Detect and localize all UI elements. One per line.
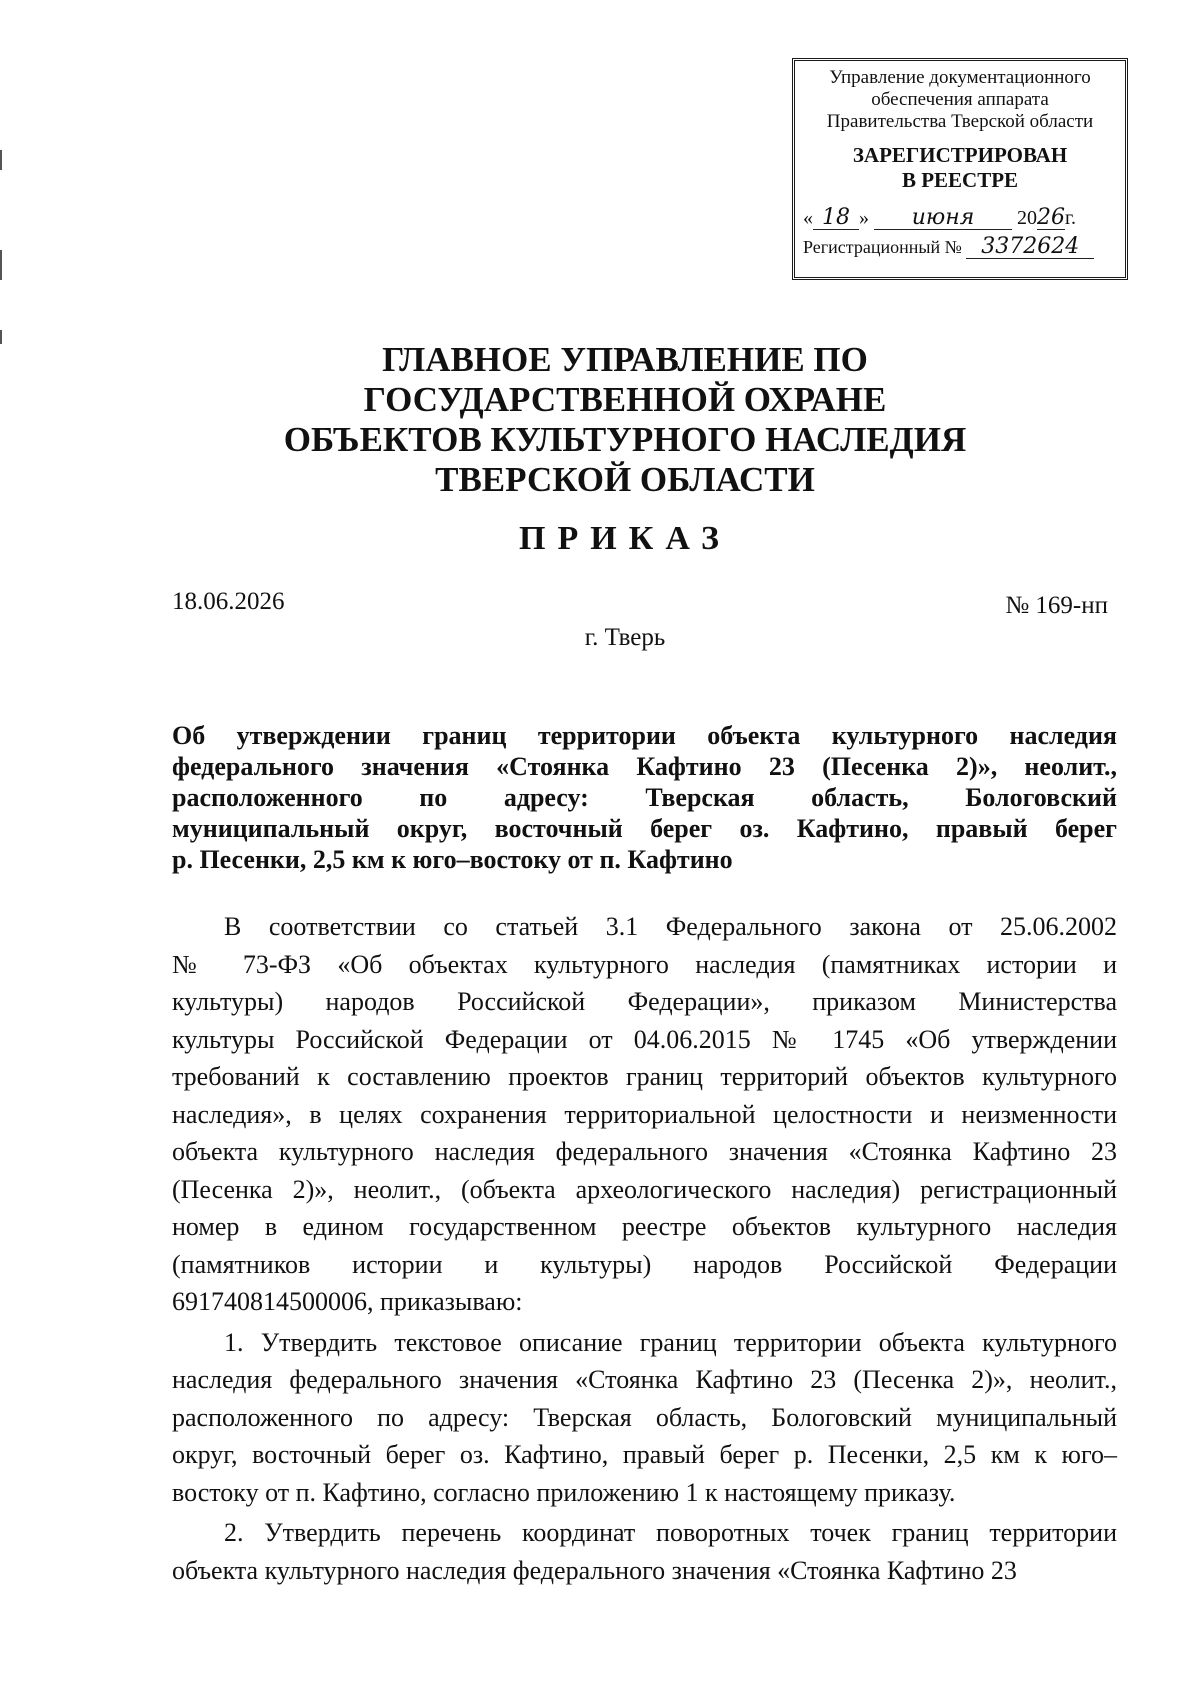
stamp-line: Управление документационного: [829, 67, 1091, 88]
registration-stamp: [792, 58, 1128, 280]
stamp-day: 18: [813, 207, 859, 230]
stamp-reg-label: Регистрационный №: [803, 237, 962, 257]
body-line: объекта культурного наследия федерального значения «Стоянка Кафтино 23: [172, 1137, 1117, 1166]
document-date: 18.06.2026: [172, 588, 285, 615]
document-body: [172, 908, 1117, 1589]
org-title-line: ГОСУДАРСТВЕННОЙ ОХРАНЕ: [363, 380, 887, 419]
item-2-paragraph: [172, 1514, 1117, 1589]
subject-line: федерального значения «Стоянка Кафтино 23 (Песенка 2)», неолит.,: [172, 752, 1117, 781]
body-line: расположенного по адресу: Тверская область, Бологовский муниципальный: [172, 1402, 1117, 1432]
subject-line: расположенного по адресу: Тверская область, Бологовский: [172, 783, 1117, 812]
stamp-line: обеспечения аппарата: [871, 89, 1049, 110]
body-line: № 73-ФЗ «Об объектах культурного наследия (памятниках истории и: [172, 949, 1117, 979]
stamp-year-end: г.: [1065, 207, 1076, 229]
body-line: номер в едином государственном реестре объектов культурного наследия: [172, 1212, 1117, 1241]
body-line: В соответствии со статьей 3.1 Федерального закона от 25.06.2002: [224, 912, 1117, 941]
stamp-registered-line: ЗАРЕГИСТРИРОВАН: [852, 143, 1068, 167]
subject-line: муниципальный округ, восточный берег оз. Кафтино, правый берег: [172, 814, 1117, 843]
org-title-line: ГЛАВНОЕ УПРАВЛЕНИЕ ПО: [382, 340, 868, 379]
body-line: округ, восточный берег оз. Кафтино, правый берег р. Песенки, 2,5 км к юго–: [172, 1440, 1117, 1469]
scan-artifact: [0, 250, 2, 280]
document-city: г. Тверь: [584, 624, 666, 651]
body-line: (памятников истории и культуры) народов Российской Федерации: [172, 1249, 1117, 1279]
body-line: культуры) народов Российской Федерации», приказом Министерства: [172, 987, 1117, 1016]
stamp-registered-line: В РЕЕСТРЕ: [901, 168, 1019, 192]
body-line: культуры Российской Федерации от 04.06.2015 № 1745 «Об утверждении: [172, 1024, 1117, 1054]
document-type: ПРИКАЗ: [519, 520, 731, 557]
stamp-reg-number: 3372624: [966, 236, 1094, 259]
body-line: наследия федерального значения «Стоянка Кафтино 23 (Песенка 2)», неолит.,: [172, 1365, 1117, 1394]
body-line: (Песенка 2)», неолит., (объекта археологического наследия) регистрационный: [172, 1174, 1117, 1204]
stamp-registered-title: [803, 143, 1117, 193]
stamp-number-row: [803, 236, 1117, 259]
body-line: объекта культурного наследия федерального значения «Стоянка Кафтино 23: [172, 1555, 1017, 1585]
body-line: 1. Утвердить текстовое описание границ территории объекта культурного: [224, 1327, 1117, 1357]
subject-line: р. Песенки, 2,5 км к юго–востоку от п. Кафтино: [172, 845, 733, 874]
body-line: требований к составлению проектов границ территорий объектов культурного: [172, 1062, 1117, 1091]
body-line: 2. Утвердить перечень координат поворотных точек границ территории: [224, 1518, 1117, 1547]
stamp-month: июня: [874, 207, 1012, 230]
item-1-paragraph: [172, 1324, 1117, 1512]
stamp-date-row: « 18 » июня 2026г.: [803, 205, 1076, 230]
subject-line: Об утверждении границ территории объекта культурного наследия: [172, 721, 1117, 750]
preamble-paragraph: [172, 908, 1117, 1321]
document-subject: [172, 720, 1117, 875]
organization-title: [200, 340, 1050, 500]
scan-artifact: [0, 150, 2, 170]
stamp-year-suffix: 26: [1037, 205, 1065, 230]
document-number: № 169-нп: [1005, 592, 1108, 619]
stamp-year-prefix: 20: [1017, 207, 1037, 229]
body-line: 691740814500006, приказываю:: [172, 1287, 523, 1316]
body-line: наследия», в целях сохранения территориальной целостности и неизменности: [172, 1099, 1117, 1129]
scan-artifact: [0, 330, 2, 344]
org-title-line: ТВЕРСКОЙ ОБЛАСТИ: [435, 460, 815, 499]
stamp-line: Правительства Тверской области: [826, 111, 1094, 132]
body-line: востоку от п. Кафтино, согласно приложению 1 к настоящему приказу.: [172, 1477, 956, 1507]
org-title-line: ОБЪЕКТОВ КУЛЬТУРНОГО НАСЛЕДИЯ: [283, 420, 967, 459]
